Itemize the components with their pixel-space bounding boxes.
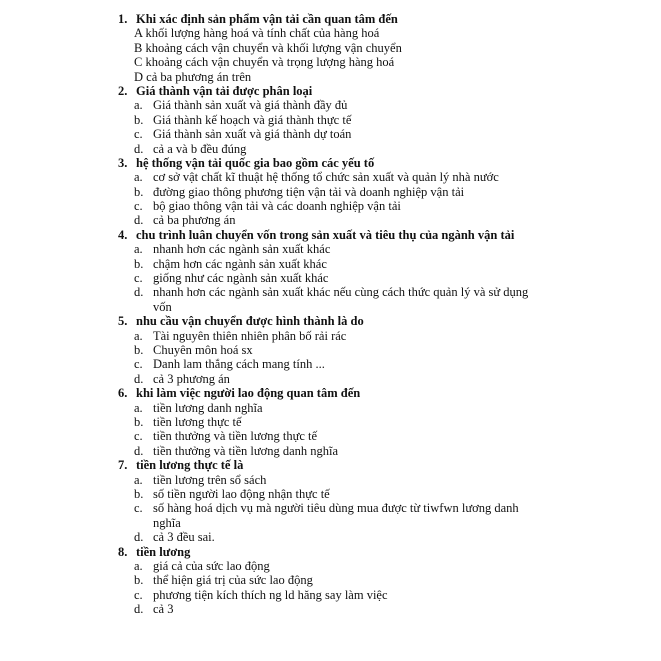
answer-option <box>0 41 661 55</box>
option-text: A khối lượng hàng hoá và tính chất của hàng hoá <box>134 26 380 41</box>
option-text: Danh lam thắng cách mang tính ... <box>153 357 325 372</box>
option-letter: a. <box>134 472 143 487</box>
answer-option <box>0 444 661 458</box>
question-heading <box>0 545 661 559</box>
option-letter: d. <box>134 285 144 300</box>
question-number: 7. <box>118 458 128 473</box>
option-letter: a. <box>134 242 143 257</box>
question-heading <box>0 314 661 328</box>
answer-option <box>0 343 661 357</box>
answer-option <box>0 199 661 213</box>
option-letter: c. <box>134 357 143 372</box>
option-text: nhanh hơn các ngành sản xuất khác <box>153 242 331 257</box>
option-text: D cả ba phương án trên <box>134 69 252 84</box>
option-letter: d. <box>134 443 144 458</box>
option-letter: d. <box>134 371 144 386</box>
option-text: Giá thành kế hoạch và giá thành thực tế <box>153 112 352 127</box>
option-text: tiền thưởng và tiền lương thực tế <box>153 429 318 444</box>
option-text: cả ba phương án <box>153 213 236 228</box>
answer-option <box>0 213 661 227</box>
option-letter: a. <box>134 98 143 113</box>
answer-option <box>0 357 661 371</box>
option-text: Giá thành sản xuất và giá thành đầy đủ <box>153 98 348 113</box>
option-letter: a. <box>134 328 143 343</box>
question-number: 5. <box>118 314 128 329</box>
question-block <box>0 12 661 84</box>
answer-option <box>0 372 661 386</box>
option-letter: b. <box>134 184 144 199</box>
question-list <box>0 12 661 616</box>
option-text: giá cả của sức lao động <box>153 558 270 573</box>
answer-option <box>0 473 661 487</box>
answer-option <box>0 588 661 602</box>
question-block <box>0 84 661 156</box>
option-text: cả a và b đều đúng <box>153 141 247 156</box>
question-heading <box>0 84 661 98</box>
answer-option <box>0 26 661 40</box>
option-letter: d. <box>134 602 144 617</box>
question-block <box>0 228 661 314</box>
option-text: tiền lương danh nghĩa <box>153 400 263 415</box>
option-letter: b. <box>134 256 144 271</box>
option-text: số hàng hoá dịch vụ mà người tiêu dùng mua được từ tiwfwn lương danh nghĩa <box>153 501 519 530</box>
option-text: số tiền người lao động nhận thực tế <box>153 486 330 501</box>
question-heading <box>0 156 661 170</box>
option-text: đường giao thông phương tiện vận tải và doanh nghiệp vận tải <box>153 184 465 199</box>
option-letter: c. <box>134 127 143 142</box>
option-text: thể hiện giá trị của sức lao động <box>153 573 313 588</box>
answer-option <box>0 242 661 256</box>
option-text: Giá thành sản xuất và giá thành dự toán <box>153 127 352 142</box>
answer-option <box>0 329 661 343</box>
answer-option <box>0 55 661 69</box>
option-letter: a. <box>134 558 143 573</box>
question-text: Giá thành vận tải được phân loại <box>136 83 313 98</box>
option-text: tiền lương thực tế <box>153 414 242 429</box>
answer-option <box>0 602 661 616</box>
option-text: chậm hơn các ngành sản xuất khác <box>153 256 327 271</box>
option-letter: a. <box>134 170 143 185</box>
option-text: Tài nguyên thiên nhiên phân bố rải rác <box>153 328 347 343</box>
option-letter: b. <box>134 414 144 429</box>
option-text: Chuyên môn hoá sx <box>153 343 253 358</box>
option-text: tiền lương trên sổ sách <box>153 472 267 487</box>
question-number: 8. <box>118 544 128 559</box>
option-letter: c. <box>134 587 143 602</box>
question-text: khi làm việc người lao động quan tâm đến <box>136 386 361 401</box>
answer-option <box>0 573 661 587</box>
question-text: chu trình luân chuyển vốn trong sản xuất và tiêu thụ của ngành vận tải <box>136 227 515 242</box>
option-letter: c. <box>134 199 143 214</box>
answer-option <box>0 285 661 314</box>
option-text: cả 3 <box>153 602 174 617</box>
question-heading <box>0 12 661 26</box>
option-letter: b. <box>134 343 144 358</box>
answer-option <box>0 501 661 530</box>
question-block <box>0 458 661 544</box>
option-letter: d. <box>134 530 144 545</box>
question-number: 4. <box>118 227 128 242</box>
answer-option <box>0 271 661 285</box>
option-text: nhanh hơn các ngành sản xuất khác nếu cùng cách thức quản lý và sử dụng vốn <box>153 285 529 314</box>
option-text: cả 3 đều sai. <box>153 530 215 545</box>
answer-option <box>0 415 661 429</box>
question-text: hệ thống vận tải quốc gia bao gồm các yếu tố <box>136 155 375 170</box>
answer-option <box>0 429 661 443</box>
answer-option <box>0 113 661 127</box>
option-letter: b. <box>134 486 144 501</box>
question-text: tiền lương thực tế là <box>136 458 244 473</box>
answer-option <box>0 401 661 415</box>
answer-option <box>0 170 661 184</box>
answer-option <box>0 70 661 84</box>
option-letter: c. <box>134 501 143 516</box>
answer-option <box>0 142 661 156</box>
answer-option <box>0 487 661 501</box>
option-text: C khoảng cách vận chuyển và trọng lượng hàng hoá <box>134 55 395 70</box>
document-page <box>0 12 661 657</box>
question-text: nhu cầu vận chuyển được hình thành là do <box>136 314 364 329</box>
question-block <box>0 156 661 228</box>
option-text: cơ sở vật chất kĩ thuật hệ thống tổ chức sản xuất và quản lý nhà nước <box>153 170 499 185</box>
answer-option <box>0 127 661 141</box>
option-letter: d. <box>134 213 144 228</box>
answer-option <box>0 559 661 573</box>
option-letter: a. <box>134 400 143 415</box>
option-text: phương tiện kích thích ng ld hăng say làm việc <box>153 587 388 602</box>
question-text: tiền lương <box>136 544 191 559</box>
answer-option <box>0 530 661 544</box>
question-number: 2. <box>118 83 128 98</box>
question-block <box>0 545 661 617</box>
option-letter: c. <box>134 429 143 444</box>
question-number: 6. <box>118 386 128 401</box>
option-letter: d. <box>134 141 144 156</box>
option-letter: c. <box>134 271 143 286</box>
option-text: B khoảng cách vận chuyển và khối lượng vận chuyển <box>134 40 402 55</box>
question-heading <box>0 228 661 242</box>
option-text: bộ giao thông vận tải và các doanh nghiệp vận tải <box>153 199 401 214</box>
question-block <box>0 386 661 458</box>
question-block <box>0 314 661 386</box>
option-text: giống như các ngành sản xuất khác <box>153 271 329 286</box>
answer-option <box>0 185 661 199</box>
answer-option <box>0 98 661 112</box>
option-letter: b. <box>134 573 144 588</box>
question-heading <box>0 386 661 400</box>
answer-option <box>0 257 661 271</box>
question-text: Khi xác định sản phẩm vận tải cần quan tâm đến <box>136 12 398 26</box>
question-number: 1. <box>118 12 128 26</box>
option-text: tiền thưởng và tiền lương danh nghĩa <box>153 443 339 458</box>
option-text: cả 3 phương án <box>153 371 230 386</box>
question-heading <box>0 458 661 472</box>
question-number: 3. <box>118 155 128 170</box>
option-letter: b. <box>134 112 144 127</box>
